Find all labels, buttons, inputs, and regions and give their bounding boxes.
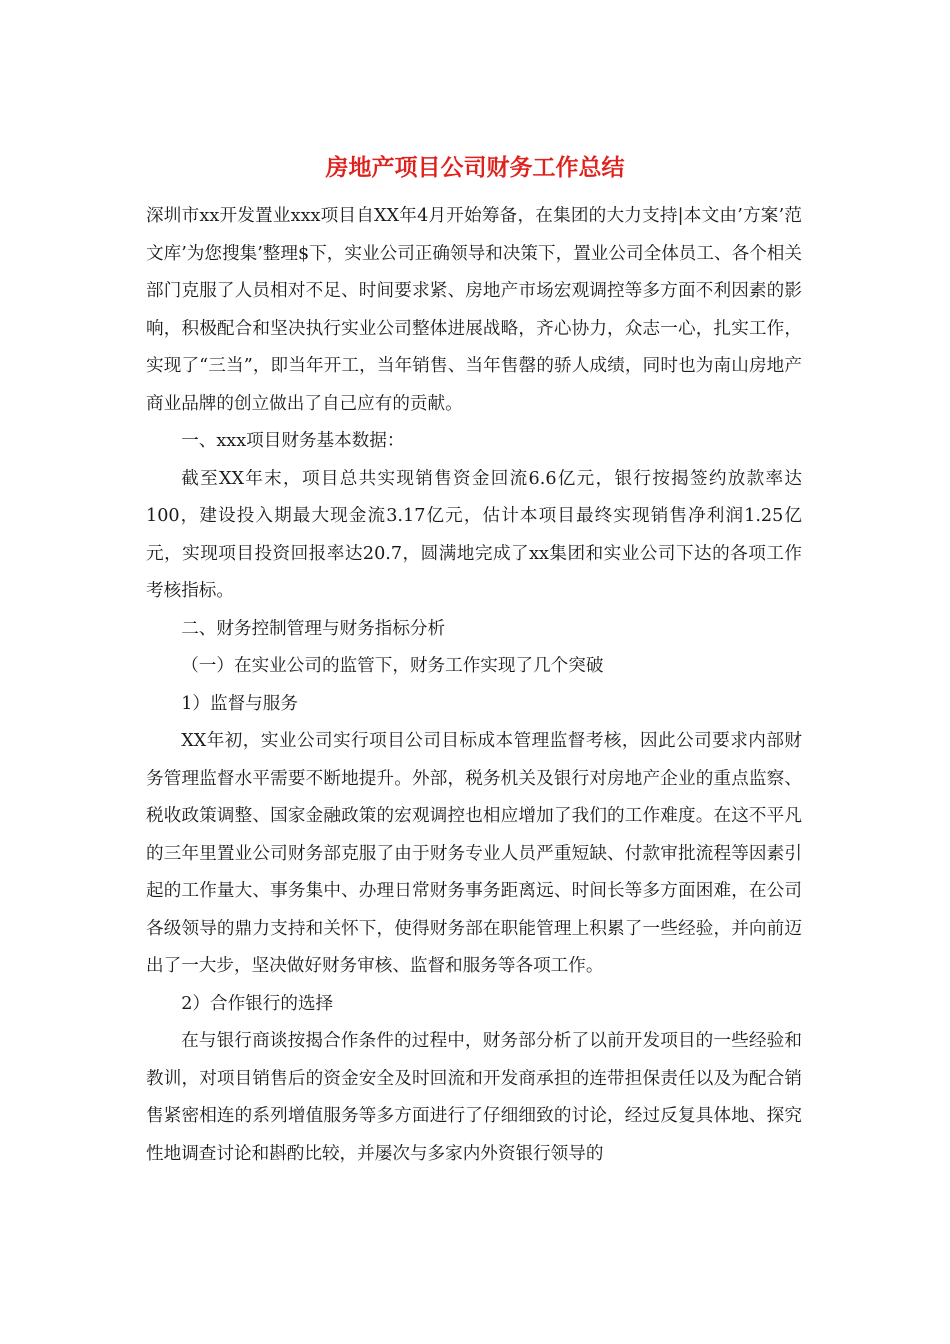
item-heading-bank-selection: 2）合作银行的选择 [181,993,334,1014]
paragraph-bank-selection: 在与银行商谈按揭合作条件的过程中，财务部分析了以前开发项目的一些经验和教训，对项目销售后的资金安全及时回流和开发商承担的连带担保责任以及为配合销售紧密相连的系列增值服务等多方面进行了仔细细致的讨论，经过反复具体地、探究性地调查讨论和斟酌比较，并屡次与多家内外资银行领导的 [146,1031,802,1164]
paragraph-basic-data: 截至XX年末，项目总共实现销售资金回流6.6亿元，银行按揭签约放款率达100，建设投入期最大现金流3.17亿元，估计本项目最终实现销售净利润1.25亿元，实现项目投资回报率达20.7，圆满地完成了xx集团和实业公司下达的各项工作考核指标。 [146,468,802,601]
document-body [146,198,802,1173]
document-title: 房地产项目公司财务工作总结 [325,154,625,181]
paragraph-supervision: XX年初，实业公司实行项目公司目标成本管理监督考核，因此公司要求内部财务管理监督水平需要不断地提升。外部，税务机关及银行对房地产企业的重点监察、税收政策调整、国家金融政策的宏观调控也相应增加了我们的工作难度。在这不平凡的三年里置业公司财务部克服了由于财务专业人员严重短缺、付款审批流程等因素引起的工作量大、事务集中、办理日常财务事务距离远、时间长等多方面困难，在公司各级领导的鼎力支持和关怀下，使得财务部在职能管理上积累了一些经验，并向前迈出了一大步，坚决做好财务审核、监督和服务等各项工作。 [146,731,802,976]
subsection-heading-breakthroughs: （一）在实业公司的监管下，财务工作实现了几个突破 [181,656,604,676]
section-heading-financial-control: 二、财务控制管理与财务指标分析 [181,618,446,639]
paragraph-intro: 深圳市xx开发置业xxx项目自XX年4月开始筹备，在集团的大力支持|本文由’方案’范文库’为您搜集’整理$下，实业公司正确领导和决策下，置业公司全体员工、各个相关部门克服了人员相对不足、时间要求紧、房地产市场宏观调控等多方面不利因素的影响，积极配合和坚决执行实业公司整体进展战略，齐心协力，众志一心，扎实工作，实现了“三当”，即当年开工，当年销售、当年售罄的骄人成绩，同时也为南山房地产商业品牌的创立做出了自己应有的贡献。 [146,206,802,414]
item-heading-supervision: 1）监督与服务 [181,693,298,714]
section-heading-basic-data: 一、xxx项目财务基本数据： [181,431,405,451]
